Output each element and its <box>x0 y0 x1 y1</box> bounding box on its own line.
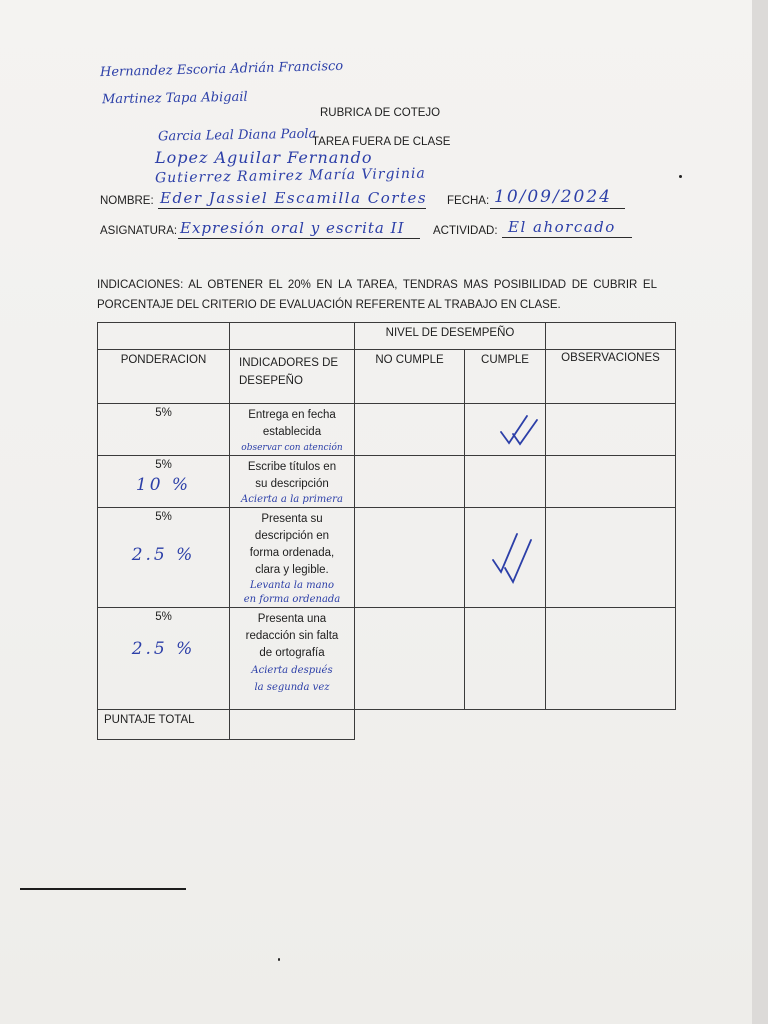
handwritten-name-5: Gutierrez Ramirez María Virginia <box>154 165 426 187</box>
table-header-row <box>98 350 676 404</box>
asignatura-value: Expresión oral y escrita II <box>180 219 405 237</box>
ponderacion-header: PONDERACION <box>98 350 230 404</box>
observaciones-header: OBSERVACIONES <box>546 350 676 404</box>
puntaje-total-label: PUNTAJE TOTAL <box>98 710 230 740</box>
score-value: 2.5 % <box>131 639 196 659</box>
observaciones-cell <box>546 456 676 508</box>
nombre-value: Eder Jassiel Escamilla Cortes <box>160 189 428 207</box>
indicator-text <box>230 508 354 579</box>
teacher-note: Levanta la mano <box>249 580 334 591</box>
teacher-note: observar con atención <box>241 443 343 453</box>
indicator-line: su descripción <box>255 478 329 490</box>
nombre-underline <box>158 208 426 209</box>
fecha-underline <box>490 208 625 209</box>
weight-value: 5% <box>155 459 172 471</box>
weight-cell <box>98 608 230 710</box>
indicator-cell <box>230 456 355 508</box>
indicator-cell <box>230 508 355 608</box>
indicadores-header-line-2: DESEPEÑO <box>239 375 303 387</box>
observaciones-cell <box>546 404 676 456</box>
rubric-subtitle: TAREA FUERA DE CLASE <box>312 136 451 148</box>
indicadores-header-line-1: INDICADORES DE <box>239 357 339 369</box>
nombre-label: NOMBRE: <box>100 195 154 207</box>
weight-value: 5% <box>155 407 172 419</box>
no-cumple-cell <box>355 608 465 710</box>
indicator-line: redacción sin falta <box>245 630 339 642</box>
teacher-note: Acierta a la primera <box>241 494 343 505</box>
teacher-note: en forma ordenada <box>243 594 341 605</box>
ink-dot <box>679 175 682 178</box>
indicator-line: Entrega en fecha <box>248 409 336 421</box>
table-row <box>98 608 676 710</box>
indicator-text <box>230 404 354 441</box>
cumple-cell <box>465 456 546 508</box>
indicator-cell <box>230 608 355 710</box>
puntaje-total-value <box>230 710 355 740</box>
background-edge <box>752 0 768 1024</box>
bottom-left-rule <box>20 888 186 890</box>
cumple-cell <box>465 608 546 710</box>
table-row <box>98 456 676 508</box>
actividad-value: El ahorcado <box>508 218 616 236</box>
table-group-header-row <box>98 323 676 350</box>
score-value: 10 % <box>135 475 192 495</box>
asignatura-underline <box>178 238 420 239</box>
fecha-label: FECHA: <box>447 195 490 207</box>
nivel-desempeno-header: NIVEL DE DESEMPEÑO <box>355 323 546 350</box>
table-row <box>98 508 676 608</box>
indicator-text <box>230 608 354 662</box>
actividad-underline <box>502 237 632 238</box>
cumple-header: CUMPLE <box>465 350 546 404</box>
indicator-line: de ortografía <box>259 647 325 659</box>
handwritten-name-2: Martinez Tapa Abigail <box>101 89 248 108</box>
instructions-line-1: INDICACIONES: AL OBTENER EL 20% EN LA TAREA, TENDRAS MAS POSIBILIDAD DE CUBRIR EL <box>97 279 657 291</box>
weight-cell <box>98 404 230 456</box>
handwritten-name-1: Hernandez Escoria Adrián Francisco <box>99 58 344 81</box>
teacher-note: Acierta después <box>251 665 333 676</box>
indicator-cell <box>230 404 355 456</box>
score-value: 2.5 % <box>131 545 196 565</box>
observaciones-cell <box>546 508 676 608</box>
no-cumple-cell <box>355 508 465 608</box>
instructions-line-2: PORCENTAJE DEL CRITERIO DE EVALUACIÓN REFERENTE AL TRABAJO EN CLASE. <box>97 299 561 311</box>
observaciones-cell <box>546 608 676 710</box>
indicator-line: forma ordenada, <box>249 547 335 559</box>
indicator-line: establecida <box>262 426 322 438</box>
double-check-icon <box>487 526 547 586</box>
indicator-line: Presenta su <box>261 513 323 525</box>
double-check-icon <box>493 410 553 450</box>
no-cumple-cell <box>355 456 465 508</box>
cumple-cell <box>465 404 546 456</box>
indicator-line: Escribe títulos en <box>247 461 337 473</box>
cumple-cell <box>465 508 546 608</box>
weight-cell <box>98 508 230 608</box>
weight-cell <box>98 456 230 508</box>
rubric-title: RUBRICA DE COTEJO <box>320 107 441 119</box>
ink-dot <box>278 958 280 961</box>
indicadores-header <box>230 350 355 404</box>
total-row <box>98 710 676 740</box>
no-cumple-cell <box>355 404 465 456</box>
indicator-line: descripción en <box>254 530 330 542</box>
handwritten-name-4: Lopez Aguilar Fernando <box>155 148 373 167</box>
indicator-line: Presenta una <box>257 613 327 625</box>
indicator-text <box>230 456 354 493</box>
indicator-line: clara y legible. <box>255 564 329 576</box>
weight-value: 5% <box>155 511 172 523</box>
actividad-label: ACTIVIDAD: <box>433 225 498 237</box>
asignatura-label: ASIGNATURA: <box>100 225 178 237</box>
table-row <box>98 404 676 456</box>
rubric-table <box>97 322 676 740</box>
weight-value: 5% <box>155 611 172 623</box>
teacher-note: la segunda vez <box>254 682 330 693</box>
no-cumple-header: NO CUMPLE <box>355 350 465 404</box>
handwritten-name-3: Garcia Leal Diana Paola <box>157 126 317 145</box>
fecha-value: 10/09/2024 <box>494 187 612 207</box>
